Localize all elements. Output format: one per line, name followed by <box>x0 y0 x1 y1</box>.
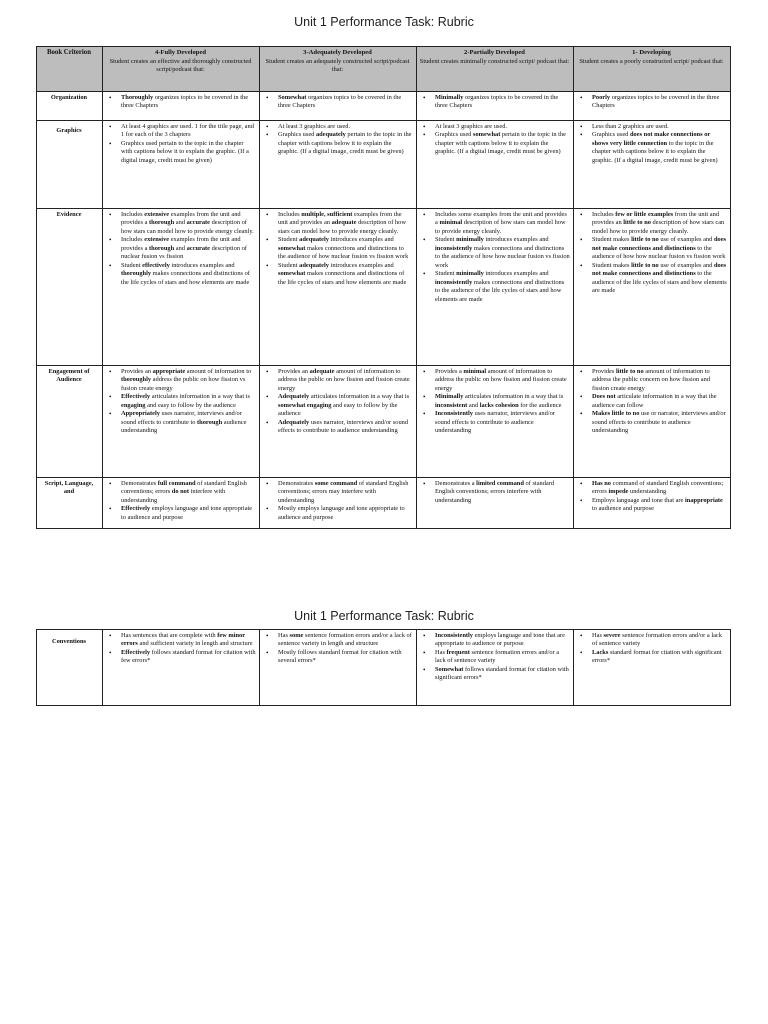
bullet-item: • Has sentences that are complete with few minor errors and sufficient variety in length and structure <box>105 632 256 649</box>
cell-evidence-3 <box>260 209 417 366</box>
cell-organization-3 <box>260 92 417 121</box>
cell-engagement-2 <box>417 366 574 478</box>
header-row <box>37 47 731 92</box>
bullet-item: • Includes some examples from the unit and provides a minimal description of how stars can model how to provide energy cleanly. <box>419 211 570 236</box>
bullet-item: • Effectively follows standard format for citation with few errors* <box>105 649 256 666</box>
cell-organization-4 <box>103 92 260 121</box>
bullet-item: • Student makes little to no use of examples and does not make connections and distinctions to the audience of the life cycles of stars and how elements are made <box>576 262 727 296</box>
level-header-3 <box>260 47 417 92</box>
cell-conventions-1 <box>574 630 731 706</box>
rubric-table <box>36 46 731 529</box>
bullet-item: • Has frequent sentence formation errors and/or a lack of sentence variety <box>419 649 570 666</box>
level-desc: Student creates a poorly constructed script/ podcast that: <box>579 57 724 65</box>
bullet-item: • Mostly follows standard format for citation with several errors* <box>262 649 413 666</box>
bullet-item: • Provides an appropriate amount of information to thoroughly address the public on how fission vs fusion create energy <box>105 368 256 393</box>
row-engagement <box>37 366 731 478</box>
bullet-item: • Includes extensive examples from the unit and provides a thorough and accurate description of nuclear fusion vs fission <box>105 236 256 261</box>
cell-engagement-4 <box>103 366 260 478</box>
cell-organization-1 <box>574 92 731 121</box>
cell-evidence-4 <box>103 209 260 366</box>
bullet-item: • Includes few or little examples from the unit and provides an little to no description of how stars can model how to provide energy cleanly. <box>576 211 727 236</box>
criterion-conventions: Conventions <box>37 630 103 706</box>
row-conventions <box>37 630 731 706</box>
rubric-table-continued <box>36 629 731 706</box>
bullet-item: • Appropriately uses narrator, interviews and/or sound effects to contribute to thorough audience understanding <box>105 410 256 435</box>
bullet-item: • Effectively employs language and tone appropriate to audience and purpose <box>105 505 256 522</box>
cell-organization-2 <box>417 92 574 121</box>
level-label: 4-Fully Developed <box>154 49 207 56</box>
bullet-item: • Mostly employs language and tone appropriate to audience and purpose <box>262 505 413 522</box>
cell-engagement-1 <box>574 366 731 478</box>
bullet-item: • Adequately articulates information in a way that is somewhat engaging and easy to follow by the audience <box>262 393 413 418</box>
bullet-item: • Minimally articulates information in a way that is inconsistent and lacks cohesion for the audience <box>419 393 570 410</box>
row-evidence <box>37 209 731 366</box>
level-desc: Student creates minimally constructed script/ podcast that: <box>419 57 570 65</box>
bullet-item: • At least 3 graphics are used. <box>262 123 413 131</box>
cell-graphics-3 <box>260 121 417 209</box>
bullet-item: • Has some sentence formation errors and/or a lack of sentence variety in length and structure <box>262 632 413 649</box>
bullet-item: • Includes extensive examples from the unit and provides a thorough and accurate description of how stars can model how to provide energy cleanly. <box>105 211 256 236</box>
cell-engagement-3 <box>260 366 417 478</box>
bullet-item: • Student adequately introduces examples and somewhat makes connections and distinctions to the audience of how nuclear fusion vs fission work <box>262 236 413 261</box>
cell-script-2 <box>417 478 574 529</box>
cell-evidence-1 <box>574 209 731 366</box>
criterion-header: Book Criterion <box>37 47 103 92</box>
bullet-item: • Has no command of standard English conventions; errors impede understanding <box>576 480 727 497</box>
page-title-2: Unit 1 Performance Task: Rubric <box>294 609 474 623</box>
bullet-item: • Provides a minimal amount of information to address the public on how fission and fission create energy <box>419 368 570 393</box>
bullet-item: • At least 3 graphics are used. <box>419 123 570 131</box>
bullet-item: • Graphics used adequately pertain to the topic in the chapter with captions below it to explain the graphic. (If a digital image, credit must be given) <box>262 131 413 156</box>
level-label: 3-Adequately Developed <box>303 49 372 56</box>
bullet-item: • Student adequately introduces examples and somewhat makes connections and distinctions of the life cycles of stars and how elements are made <box>262 262 413 287</box>
cell-evidence-2 <box>417 209 574 366</box>
criterion-script: Script, Language, and <box>37 478 103 529</box>
bullet-item: • Inconsistently uses narrator, interviews and/or sound effects to contribute to audience understanding <box>419 410 570 435</box>
bullet-item: • Graphics used pertain to the topic in the chapter with captions below it to explain the graphic. (If a digital image, credit must be given) <box>105 140 256 165</box>
level-header-1 <box>574 47 731 92</box>
cell-script-4 <box>103 478 260 529</box>
page-title: Unit 1 Performance Task: Rubric <box>294 15 474 29</box>
level-header-4 <box>103 47 260 92</box>
bullet-item: • Includes multiple, sufficient examples from the unit and provides an adequate description of how stars can model how to provide energy cleanly. <box>262 211 413 236</box>
level-header-2 <box>417 47 574 92</box>
cell-graphics-1 <box>574 121 731 209</box>
row-script <box>37 478 731 529</box>
bullet-item: • Has severe sentence formation errors and/or a lack of sentence variety <box>576 632 727 649</box>
bullet-item: • Adequately uses narrator, interviews and/or sound effects to contribute to audience understanding <box>262 419 413 436</box>
cell-conventions-2 <box>417 630 574 706</box>
bullet-item: • Student minimally introduces examples and inconsistently makes connections and distinctions to the audience of how how nuclear fusion vs fission work <box>419 236 570 270</box>
bullet-item: • Employs language and tone that are inappropriate to audience and purpose <box>576 497 727 514</box>
cell-conventions-4 <box>103 630 260 706</box>
bullet-item: • Provides little to no amount of information to address the public concern on how fission and fission create energy <box>576 368 727 393</box>
bullet-item: • Somewhat follows standard format for citation with significant errors* <box>419 666 570 683</box>
criterion-engagement: Engagement of Audience <box>37 366 103 478</box>
bullet-item: • Graphics used does not make connections or shows very little connection to the topic in the chapter with captions below it to explain the graphic. (If a digital image, credit must be given) <box>576 131 727 165</box>
bullet-item: • Minimally organizes topics to be covered in the three Chapters <box>419 94 570 111</box>
bullet-item: • Effectively articulates information in a way that is engaging and easy to follow by the audience <box>105 393 256 410</box>
level-desc: Student creates an adequately constructed script/podcast that: <box>265 57 410 74</box>
bullet-item: • Student makes little to no use of examples and does not make connections and distinctions to the audience of how how nuclear fusion vs fission work <box>576 236 727 261</box>
level-label: 2-Partially Developed <box>464 49 525 56</box>
criterion-organization: Organization <box>37 92 103 121</box>
cell-graphics-2 <box>417 121 574 209</box>
bullet-item: • Somewhat organizes topics to be covered in the three Chapters <box>262 94 413 111</box>
bullet-item: • Student minimally introduces examples and inconsistently makes connections and distinctions to the audience of the life cycles of stars and how elements are made <box>419 270 570 304</box>
row-organization <box>37 92 731 121</box>
bullet-item: • Graphics used somewhat pertain to the topic in the chapter with captions below it to explain the graphic. (If a digital image, credit must be given) <box>419 131 570 156</box>
cell-script-3 <box>260 478 417 529</box>
bullet-item: • Less than 2 graphics are used. <box>576 123 727 131</box>
level-desc: Student creates an effective and thoroughly constructed script/podcast that: <box>109 57 252 74</box>
bullet-item: • Demonstrates some command of standard English conventions; errors may interfere with understanding <box>262 480 413 505</box>
bullet-item: • Inconsistently employs language and tone that are appropriate to audience or purpose <box>419 632 570 649</box>
criterion-graphics: Graphics <box>37 121 103 209</box>
level-label: 1- Developing <box>632 49 671 56</box>
cell-script-1 <box>574 478 731 529</box>
bullet-item: • At least 4 graphics are used. 1 for the title page, and 1 for each of the 3 chapters <box>105 123 256 140</box>
bullet-item: • Provides an adequate amount of information to address the public on how fission and fission create energy <box>262 368 413 393</box>
bullet-item: • Makes little to no use or narrator, interviews and/or sound effects to contribute to audience understanding <box>576 410 727 435</box>
bullet-item: • Demonstrates full command of standard English conventions; errors do not interfere with understanding <box>105 480 256 505</box>
cell-conventions-3 <box>260 630 417 706</box>
bullet-item: • Poorly organizes topics to be covered in the three Chapters <box>576 94 727 111</box>
cell-graphics-4 <box>103 121 260 209</box>
bullet-item: • Lacks standard format for citation with significant errors* <box>576 649 727 666</box>
row-graphics <box>37 121 731 209</box>
bullet-item: • Student effectively introduces examples and thoroughly makes connections and distinctions of the life cycles of stars and how elements are made <box>105 262 256 287</box>
bullet-item: • Does not articulate information in a way that the audience can follow <box>576 393 727 410</box>
bullet-item: • Demonstrates a limited command of standard English conventions; errors interfere with understanding <box>419 480 570 505</box>
criterion-evidence: Evidence <box>37 209 103 366</box>
bullet-item: • Thoroughly organizes topics to be covered in the three Chapters <box>105 94 256 111</box>
